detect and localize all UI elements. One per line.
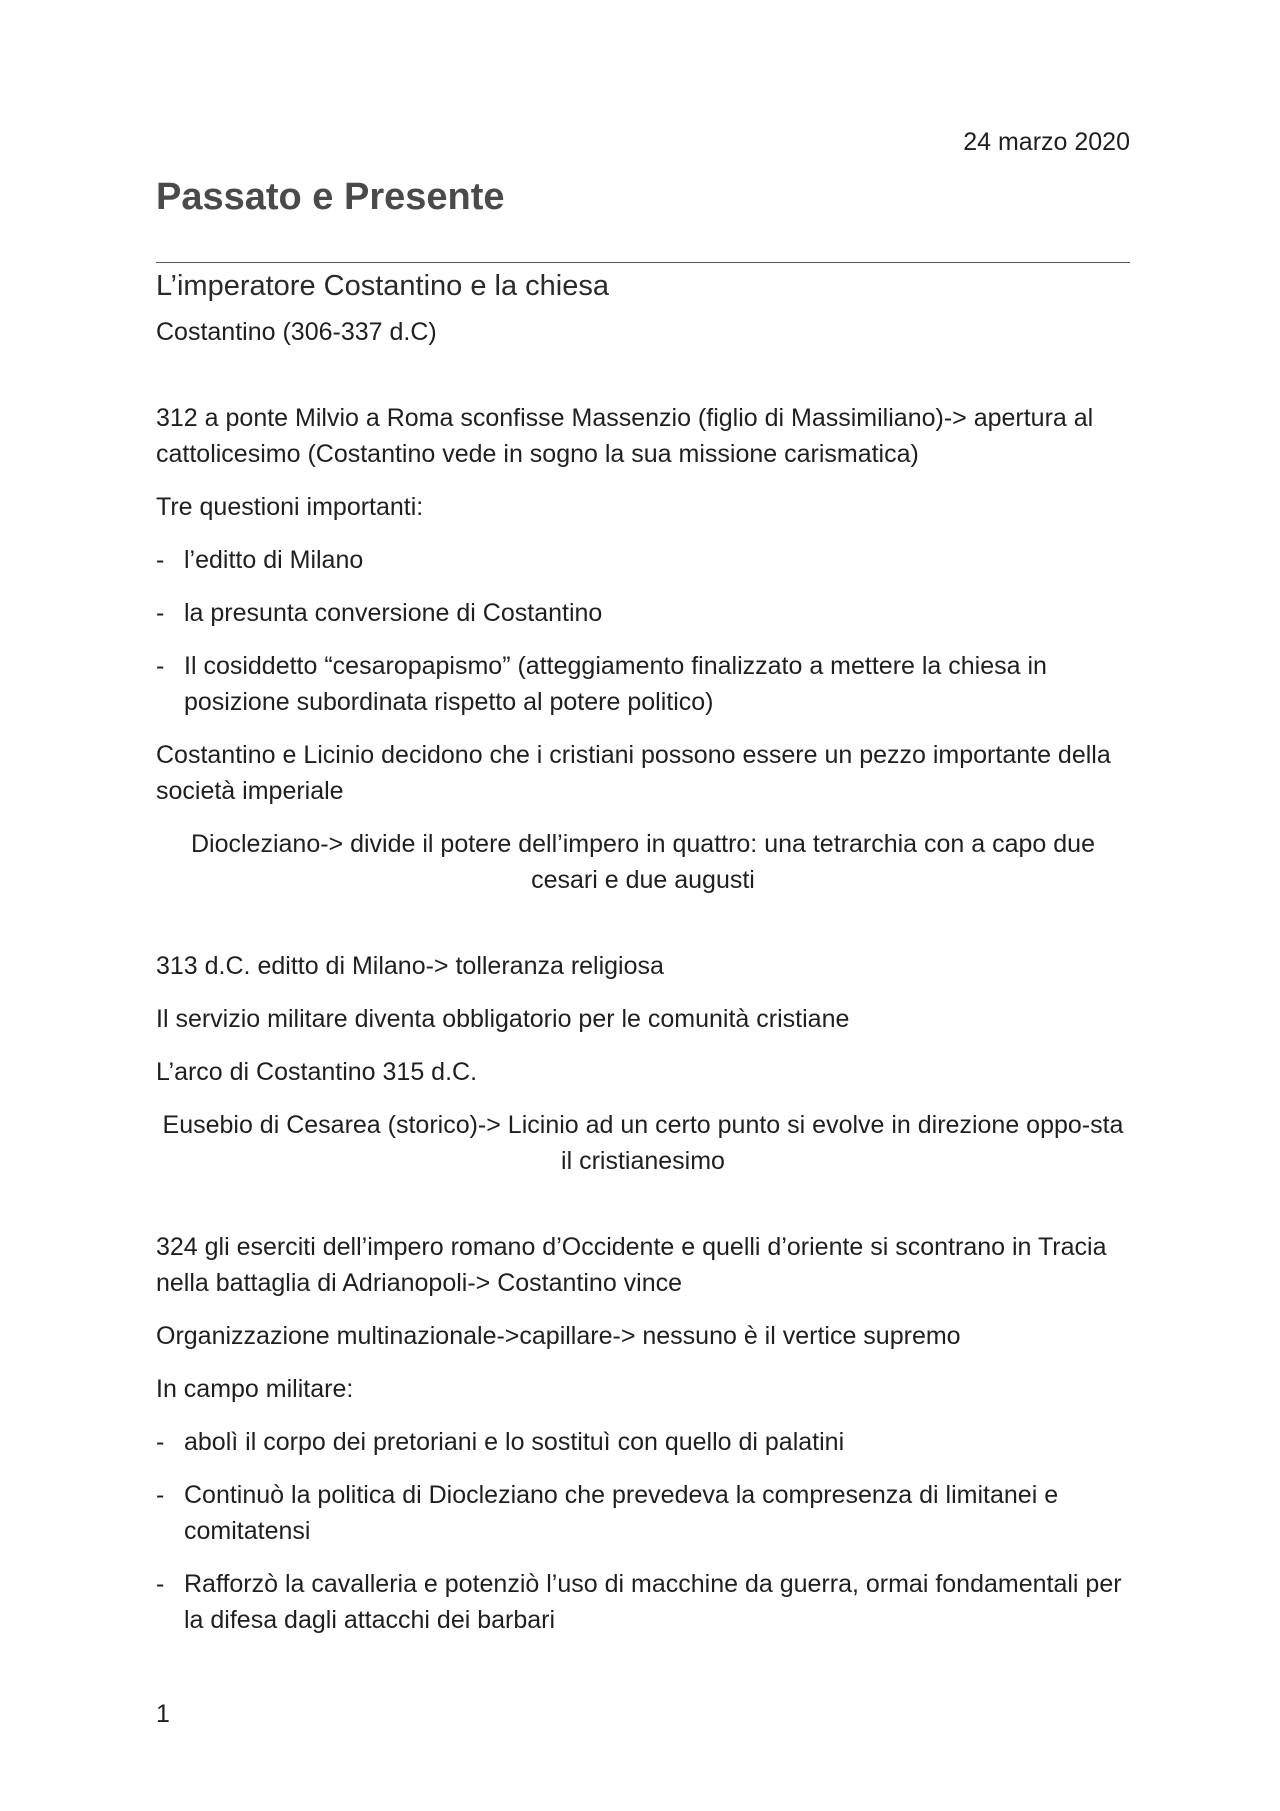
dash-bullet: - xyxy=(156,1481,165,1509)
document-title: Passato e Presente xyxy=(156,176,505,218)
list-item xyxy=(156,542,1130,578)
page-number: 1 xyxy=(156,1700,170,1728)
dash-bullet: - xyxy=(156,599,165,627)
list-item-text: abolì il corpo dei pretoriani e lo sostituì con quello di palatini xyxy=(184,1428,845,1456)
paragraph-organizzazione: Organizzazione multinazionale->capillare-> nessuno è il vertice supremo xyxy=(156,1322,961,1350)
document-page xyxy=(156,0,1130,1811)
dash-bullet: - xyxy=(156,652,165,680)
list-item-text: l’editto di Milano xyxy=(184,546,364,574)
list-item xyxy=(156,1424,1130,1460)
list-item-text: Rafforzò la cavalleria e potenziò l’uso di macchine da guerra, ormai fondamentali per la difesa dagli attacchi dei barbari xyxy=(184,1570,1122,1634)
paragraph-diocleziano: Diocleziano-> divide il potere dell’impero in quattro: una tetrarchia con a capo due cesari e due augusti xyxy=(190,830,1095,894)
list-item xyxy=(156,1566,1130,1638)
dash-bullet: - xyxy=(156,1570,165,1598)
paragraph-dates: Costantino (306-337 d.C) xyxy=(156,318,437,346)
paragraph-ponte-milvio: 312 a ponte Milvio a Roma sconfisse Massenzio (figlio di Massimiliano)-> apertura al cattolicesimo (Costantino vede in sogno la sua missione carismatica) xyxy=(156,404,1094,468)
list-item-text: la presunta conversione di Costantino xyxy=(184,599,603,627)
paragraph-servizio-militare: Il servizio militare diventa obbligatorio per le comunità cristiane xyxy=(156,1005,850,1033)
document-date: 24 marzo 2020 xyxy=(963,128,1130,156)
dash-bullet: - xyxy=(156,1428,165,1456)
paragraph-campo-militare: In campo militare: xyxy=(156,1375,354,1403)
paragraph-editto: 313 d.C. editto di Milano-> tolleranza religiosa xyxy=(156,952,664,980)
list-item xyxy=(156,1477,1130,1549)
paragraph-tre-questioni: Tre questioni importanti: xyxy=(156,493,424,521)
dash-bullet: - xyxy=(156,546,165,574)
section-subtitle: L’imperatore Costantino e la chiesa xyxy=(156,270,609,302)
document-body xyxy=(156,262,1130,1638)
list-item xyxy=(156,595,1130,631)
list-item-text: Il cosiddetto “cesaropapismo” (atteggiamento finalizzato a mettere la chiesa in posizione subordinata rispetto al potere politico) xyxy=(184,652,1047,716)
list-militare xyxy=(156,1424,1130,1638)
paragraph-adrianopoli: 324 gli eserciti dell’impero romano d’Occidente e quelli d’oriente si scontrano in Tracia nella battaglia di Adrianopoli-> Costantino vince xyxy=(156,1233,1107,1297)
list-item xyxy=(156,648,1130,720)
paragraph-arco: L’arco di Costantino 315 d.C. xyxy=(156,1058,478,1086)
paragraph-licinio: Costantino e Licinio decidono che i cristiani possono essere un pezzo importante della società imperiale xyxy=(156,741,1111,805)
paragraph-eusebio: Eusebio di Cesarea (storico)-> Licinio ad un certo punto si evolve in direzione oppo-sta il cristianesimo xyxy=(162,1111,1124,1175)
list-item-text: Continuò la politica di Diocleziano che prevedeva la compresenza di limitanei e comitatensi xyxy=(184,1481,1059,1545)
list-questioni xyxy=(156,542,1130,720)
